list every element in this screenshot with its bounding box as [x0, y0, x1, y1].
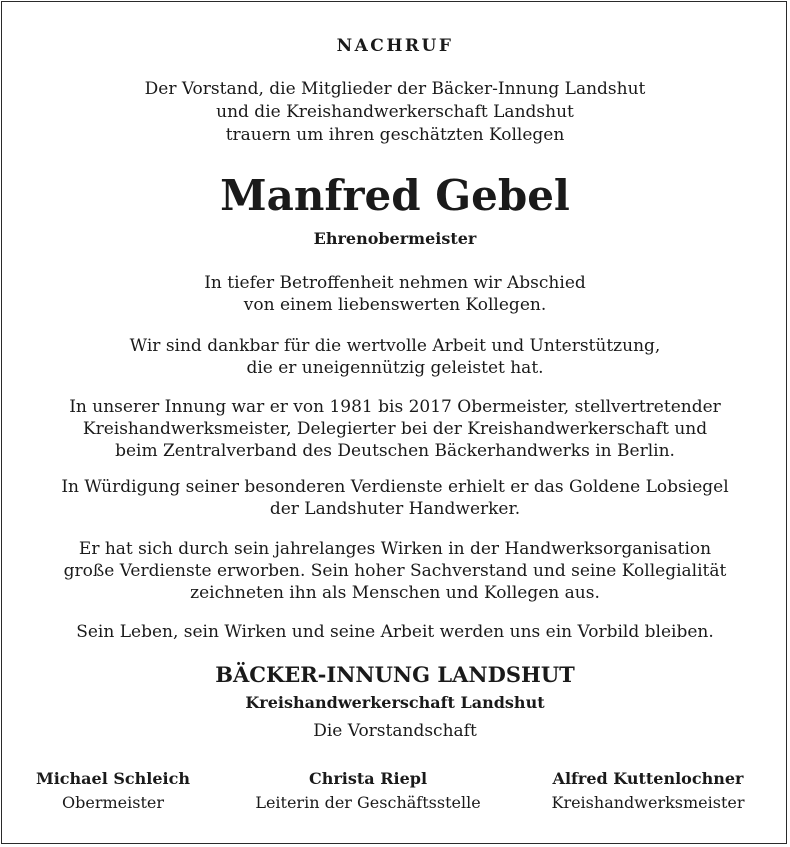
paragraph-legacy	[34, 621, 756, 643]
signatory-name: Alfred Kuttenlochner	[552, 769, 744, 788]
intro-line: und die Kreishandwerkerschaft Landshut	[216, 102, 574, 122]
paragraph-line: beim Zentralverband des Deutschen Bäckerhandwerks in Berlin.	[115, 441, 675, 461]
signatory-role: Obermeister	[62, 793, 164, 812]
organization-subtitle: Kreishandwerkerschaft Landshut	[245, 693, 545, 712]
deceased-title: Ehrenobermeister	[313, 229, 477, 248]
paragraph-line: In tiefer Betroffenheit nehmen wir Abschied	[204, 273, 586, 293]
signatory	[523, 767, 773, 815]
intro-line: Der Vorstand, die Mitglieder der Bäcker-Innung Landshut	[144, 79, 646, 99]
paragraph-line: die er uneigennützig geleistet hat.	[246, 358, 544, 378]
intro-line: trauern um ihren geschätzten Kollegen	[225, 125, 565, 145]
organization-name: BÄCKER-INNUNG LANDSHUT	[215, 662, 575, 687]
paragraph-line: In unserer Innung war er von 1981 bis 2017 Obermeister, stellvertretender	[69, 397, 721, 417]
paragraph-career	[34, 396, 756, 462]
paragraph-award	[34, 476, 756, 520]
paragraph-line: Er hat sich durch sein jahrelanges Wirken in der Handwerksorganisation	[78, 539, 712, 559]
paragraph-farewell	[34, 272, 756, 316]
paragraph-line: In Würdigung seiner besonderen Verdienste erhielt er das Goldene Lobsiegel	[61, 477, 729, 497]
paragraph-line: zeichneten ihn als Menschen und Kollegen aus.	[190, 583, 600, 603]
paragraph-line: Kreishandwerksmeister, Delegierter bei der Kreishandwerkerschaft und	[82, 419, 708, 439]
paragraph-line: große Verdienste erworben. Sein hoher Sachverstand und seine Kollegialität	[63, 561, 727, 581]
paragraph-line: Sein Leben, sein Wirken und seine Arbeit werden uns ein Vorbild bleiben.	[76, 622, 714, 642]
paragraph-merits	[34, 538, 756, 604]
signatory-name: Christa Riepl	[308, 769, 428, 788]
paragraph-line: der Landshuter Handwerker.	[269, 499, 521, 519]
signatory	[218, 767, 518, 815]
paragraph-line: von einem liebenswerten Kollegen.	[243, 295, 547, 315]
notice-heading: NACHRUF	[336, 36, 454, 56]
intro-text	[0, 78, 790, 147]
signatory	[18, 767, 208, 815]
board-label: Die Vorstandschaft	[313, 721, 477, 741]
deceased-name: Manfred Gebel	[220, 171, 570, 220]
signatory-role: Kreishandwerksmeister	[551, 793, 745, 812]
signatory-role: Leiterin der Geschäftsstelle	[255, 793, 481, 812]
paragraph-line: Wir sind dankbar für die wertvolle Arbeit und Unterstützung,	[129, 336, 661, 356]
paragraph-gratitude	[34, 335, 756, 379]
signatory-name: Michael Schleich	[36, 769, 190, 788]
